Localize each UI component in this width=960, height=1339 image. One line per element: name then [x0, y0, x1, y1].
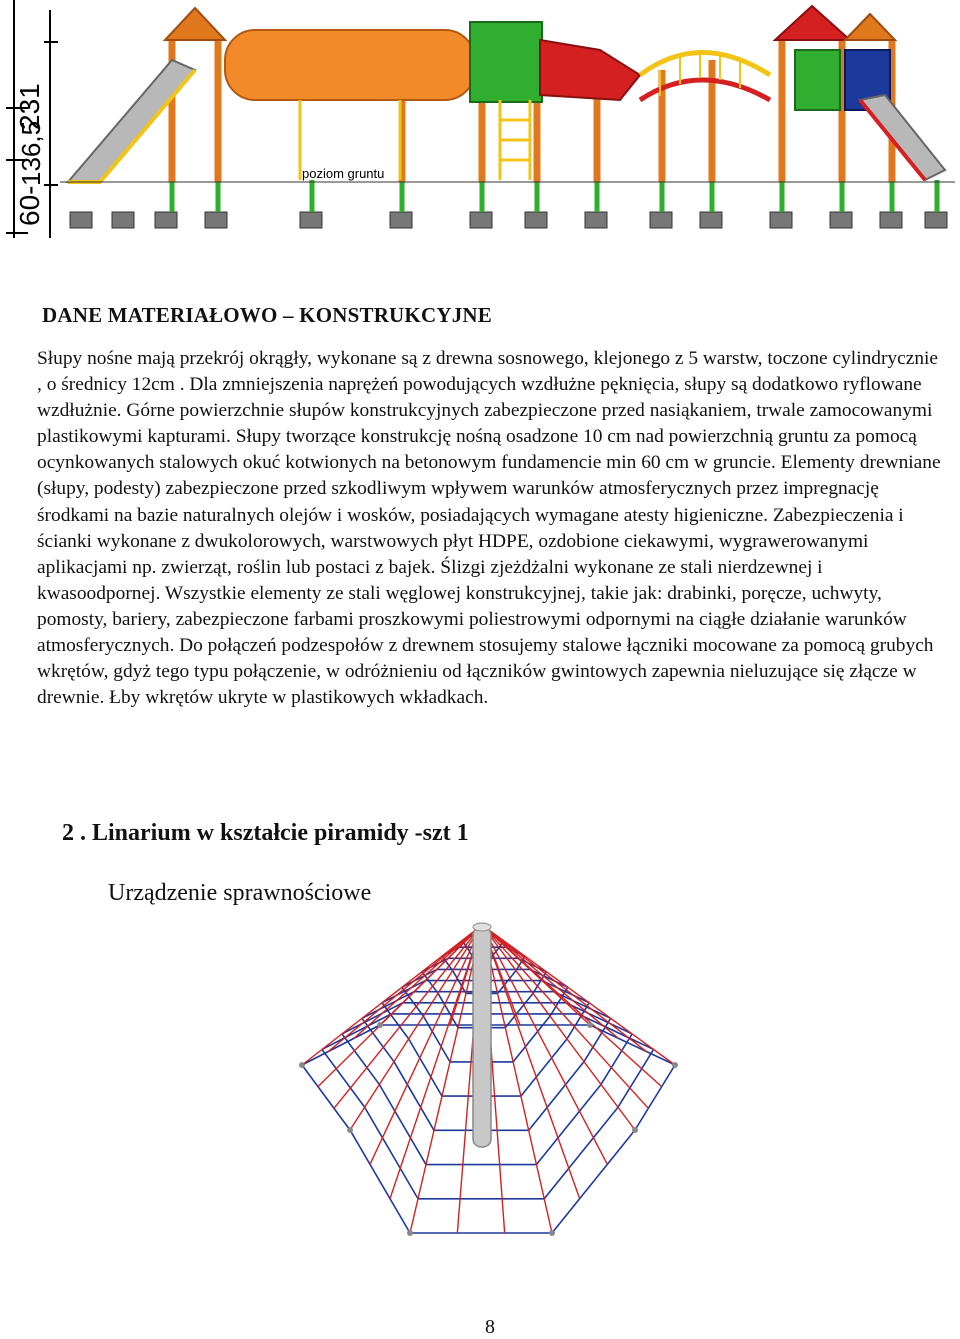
dimension-label-136: 136,5: [16, 120, 46, 186]
central-mast: [473, 927, 491, 1147]
tunnel-tube: [225, 30, 475, 100]
left-slide: [68, 60, 195, 182]
rope-pyramid-image: [290, 915, 680, 1245]
ground-posts: [172, 180, 937, 212]
page-number: 8: [485, 1316, 495, 1338]
section-subtitle: Urządzenie sprawnościowe: [108, 880, 372, 906]
playground-elevation-drawing: [0, 0, 960, 240]
dimension-label-231: 231: [14, 83, 45, 130]
materials-heading: DANE MATERIAŁOWO – KONSTRUKCYJNE: [42, 303, 492, 327]
section-title: 2 . Linarium w kształcie piramidy -szt 1: [62, 820, 469, 846]
foundations: [70, 212, 947, 228]
materials-description: Słupy nośne mają przekrój okrągły, wykonane są z drewna sosnowego, klejonego z 5 warstw, toczone cylindrycznie , o średnicy 12cm . Dla zmniejszenia naprężeń powodujących wzdłużne pęknięcia, słupy są dodatkowo ryflowane wzdłużnie. Górne powierzchnie słupów konstrukcyjnych zabezpieczone przed nasiąkaniem, trwale zamocowanymi plastikowymi kapturami. Słupy tworzące konstrukcję nośną osadzone 10 cm nad powierzchnią gruntu za pomocą ocynkowanych stalowych okuć kotwionych na betonowym fundamencie min 60 cm w gruncie. Elementy drewniane (słupy, podesty) zabezpieczone przed szkodliwym wpływem warunków atmosferycznych przez impregnację środkami na bazie naturalnych olejów i wosków, posiadających wymagane atesty higieniczne. Zabezpieczenia i ścianki wykonane z dwukolorowych, warstwowych płyt HDPE, ozdobione ciekawymi, wygrawerowanymi aplikacjami np. zwierząt, roślin lub postaci z bajek. Ślizgi zjeżdżalni wykonane ze stali nierdzewnej i kwasoodpornej. Wszystkie elementy ze stali węglowej konstrukcyjnej, takie jak: drabinki, poręcze, uchwyty, pomosty, bariery, zabezpieczone farbami proszkowymi poliestrowymi odpornymi na ciągłe działanie warunków atmosferycznych. Do połączeń podzespołów z drewnem stosujemy stalowe łączniki mocowane za pomocą grubych wkrętów, gdyż tego typu połączenie, w odróżnieniu od łączników gwintowych zapewnia nieluzujące się złącze w drewnie. Łby wkrętów ukryte w plastikowych wkładkach.: [37, 348, 941, 709]
right-slide: [860, 95, 945, 180]
ground-level-label: poziom gruntu: [302, 166, 385, 181]
dimension-label-60: 60-: [14, 185, 45, 226]
